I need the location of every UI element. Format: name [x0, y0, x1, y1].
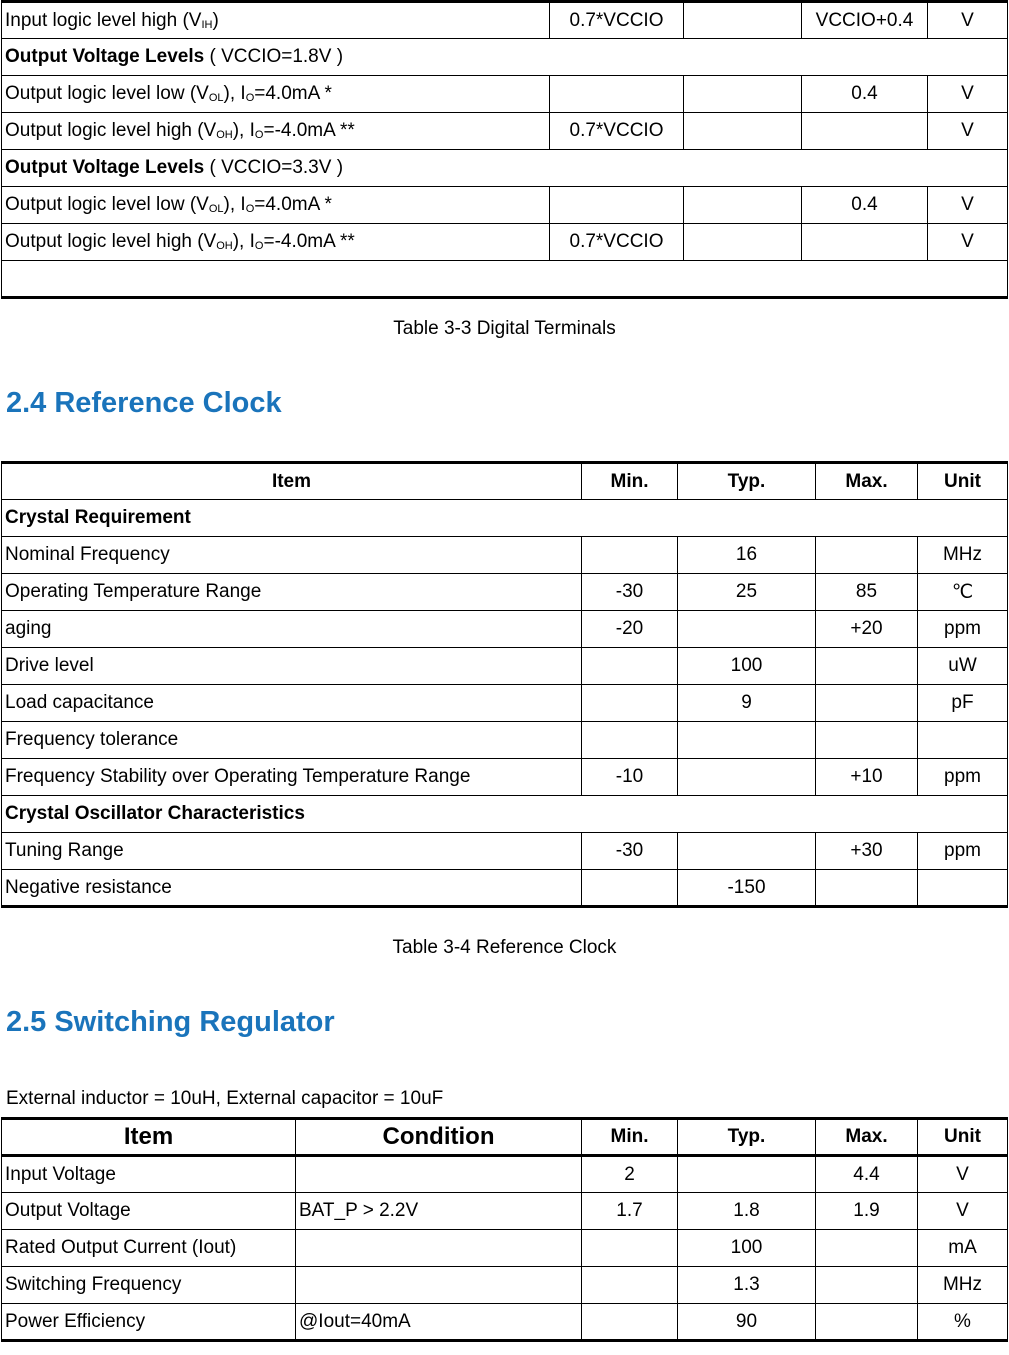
unit-cell: V: [928, 224, 1008, 261]
max-cell: [816, 537, 918, 574]
row-label: Rated Output Current (Iout): [2, 1230, 296, 1267]
section-label: Output Voltage Levels ( VCCIO=1.8V ): [2, 39, 1008, 76]
table-row: [2, 537, 1008, 574]
row-label: Output Voltage: [2, 1193, 296, 1230]
min-cell: 1.7: [582, 1193, 678, 1230]
row-label: Operating Temperature Range: [2, 574, 582, 611]
max-cell: [816, 870, 918, 907]
min-cell: 0.7*VCCIO: [550, 113, 684, 150]
min-cell: [582, 1230, 678, 1267]
condition-cell: @Iout=40mA: [296, 1304, 582, 1341]
condition-cell: [296, 1156, 582, 1193]
table-row: [2, 870, 1008, 907]
min-cell: [582, 537, 678, 574]
row-label: Output logic level high $(V_{OH})$, $I_O=-4.0mA$ **: [2, 224, 550, 261]
min-cell: [582, 870, 678, 907]
table-header-row: [2, 463, 1008, 500]
max-cell: +20: [816, 611, 918, 648]
table-row: [2, 224, 1008, 261]
header-unit: Unit: [918, 463, 1008, 500]
unit-cell: %: [918, 1304, 1008, 1341]
row-label: Drive level: [2, 648, 582, 685]
row-label: Negative resistance: [2, 870, 582, 907]
table-row: [2, 113, 1008, 150]
table-row: [2, 2, 1008, 39]
table-row: [2, 76, 1008, 113]
min-cell: [582, 722, 678, 759]
table-row: [2, 833, 1008, 870]
empty-cell: [2, 261, 1008, 298]
section-heading-switching-regulator: [6, 1006, 335, 1039]
max-cell: 1.9: [816, 1193, 918, 1230]
condition-cell: [296, 1267, 582, 1304]
min-cell: [582, 648, 678, 685]
row-label: Output logic level high $(V_{OH})$, $I_O=-4.0mA$ **: [2, 113, 550, 150]
max-cell: [816, 1230, 918, 1267]
max-cell: [816, 1267, 918, 1304]
table-row: [2, 1230, 1008, 1267]
table-caption: Table 3-3 Digital Terminals: [393, 318, 616, 339]
min-cell: -30: [582, 574, 678, 611]
min-cell: [582, 1267, 678, 1304]
typ-cell: [678, 833, 816, 870]
unit-cell: V: [918, 1193, 1008, 1230]
section-heading-reference-clock: [6, 387, 282, 420]
unit-cell: V: [928, 76, 1008, 113]
table-row: [2, 722, 1008, 759]
typ-cell: [684, 76, 802, 113]
row-label: aging: [2, 611, 582, 648]
unit-cell: [918, 722, 1008, 759]
header-typ: Typ.: [678, 1119, 816, 1156]
max-cell: [816, 685, 918, 722]
section-row: [2, 150, 1008, 187]
table-row: [2, 187, 1008, 224]
min-cell: [550, 76, 684, 113]
max-cell: [816, 722, 918, 759]
reference-clock-table: [1, 461, 1008, 908]
table-row: [2, 1304, 1008, 1341]
row-label: Frequency tolerance: [2, 722, 582, 759]
min-cell: 0.7*VCCIO: [550, 2, 684, 39]
typ-cell: [684, 113, 802, 150]
max-cell: +30: [816, 833, 918, 870]
unit-cell: V: [918, 1156, 1008, 1193]
header-min: Min.: [582, 463, 678, 500]
typ-cell: 100: [678, 1230, 816, 1267]
unit-cell: ℃: [918, 574, 1008, 611]
unit-cell: pF: [918, 685, 1008, 722]
row-label: Nominal Frequency: [2, 537, 582, 574]
typ-cell: [678, 1156, 816, 1193]
section-number: 2.4: [6, 387, 47, 419]
table-row: [2, 574, 1008, 611]
header-condition: Condition: [296, 1119, 582, 1156]
unit-cell: uW: [918, 648, 1008, 685]
min-cell: -10: [582, 759, 678, 796]
header-max: Max.: [816, 463, 918, 500]
typ-cell: [678, 759, 816, 796]
max-cell: VCCIO+0.4: [802, 2, 928, 39]
table-row: [2, 1267, 1008, 1304]
typ-cell: [684, 224, 802, 261]
empty-row: [2, 261, 1008, 298]
unit-cell: mA: [918, 1230, 1008, 1267]
row-label: Switching Frequency: [2, 1267, 296, 1304]
header-unit: Unit: [918, 1119, 1008, 1156]
table-header-row: [2, 1119, 1008, 1156]
row-label: Input logic level high $(V_{IH})$: [2, 2, 550, 39]
unit-cell: ppm: [918, 833, 1008, 870]
typ-cell: [684, 2, 802, 39]
condition-cell: [296, 1230, 582, 1267]
min-cell: -30: [582, 833, 678, 870]
row-label: Load capacitance: [2, 685, 582, 722]
min-cell: [582, 1304, 678, 1341]
min-cell: 0.7*VCCIO: [550, 224, 684, 261]
max-cell: 0.4: [802, 76, 928, 113]
section-title: Reference Clock: [54, 387, 282, 419]
table-row: [2, 1156, 1008, 1193]
section-row: [2, 796, 1008, 833]
max-cell: [802, 224, 928, 261]
max-cell: 0.4: [802, 187, 928, 224]
max-cell: [816, 1304, 918, 1341]
table-row: [2, 611, 1008, 648]
row-label: Power Efficiency: [2, 1304, 296, 1341]
section-row: [2, 39, 1008, 76]
condition-cell: BAT_P > 2.2V: [296, 1193, 582, 1230]
unit-cell: V: [928, 2, 1008, 39]
typ-cell: [678, 611, 816, 648]
max-cell: 4.4: [816, 1156, 918, 1193]
section-label: Output Voltage Levels ( VCCIO=3.3V ): [2, 150, 1008, 187]
typ-cell: 100: [678, 648, 816, 685]
section-number: 2.5: [6, 1006, 47, 1038]
row-label: Tuning Range: [2, 833, 582, 870]
min-cell: [550, 187, 684, 224]
regulator-note: External inductor = 10uH, External capacitor = 10uF: [6, 1088, 444, 1109]
header-item: Item: [2, 1119, 296, 1156]
section-title: Switching Regulator: [54, 1006, 335, 1038]
typ-cell: 9: [678, 685, 816, 722]
typ-cell: 1.8: [678, 1193, 816, 1230]
typ-cell: 16: [678, 537, 816, 574]
row-label: Input Voltage: [2, 1156, 296, 1193]
typ-cell: 1.3: [678, 1267, 816, 1304]
table-row: [2, 685, 1008, 722]
unit-cell: V: [928, 113, 1008, 150]
table-row: [2, 1193, 1008, 1230]
table-row: [2, 759, 1008, 796]
row-label: Output logic level low $(V_{OL})$, $I_O=4.0mA$ *: [2, 76, 550, 113]
typ-cell: -150: [678, 870, 816, 907]
max-cell: [816, 648, 918, 685]
typ-cell: [684, 187, 802, 224]
min-cell: [582, 685, 678, 722]
header-max: Max.: [816, 1119, 918, 1156]
max-cell: [802, 113, 928, 150]
unit-cell: MHz: [918, 537, 1008, 574]
unit-cell: [918, 870, 1008, 907]
unit-cell: MHz: [918, 1267, 1008, 1304]
table-row: [2, 648, 1008, 685]
min-cell: 2: [582, 1156, 678, 1193]
row-label: Frequency Stability over Operating Temperature Range: [2, 759, 582, 796]
typ-cell: 25: [678, 574, 816, 611]
max-cell: +10: [816, 759, 918, 796]
table-caption: Table 3-4 Reference Clock: [392, 937, 617, 958]
unit-cell: ppm: [918, 759, 1008, 796]
unit-cell: V: [928, 187, 1008, 224]
digital-terminals-table: [1, 0, 1008, 299]
section-row: [2, 500, 1008, 537]
row-label: Output logic level low $(V_{OL})$, $I_O=4.0mA$ *: [2, 187, 550, 224]
max-cell: 85: [816, 574, 918, 611]
header-min: Min.: [582, 1119, 678, 1156]
switching-regulator-table: [1, 1117, 1008, 1342]
section-label: Crystal Oscillator Characteristics: [2, 796, 1008, 833]
typ-cell: [678, 722, 816, 759]
header-item: Item: [2, 463, 582, 500]
typ-cell: 90: [678, 1304, 816, 1341]
unit-cell: ppm: [918, 611, 1008, 648]
min-cell: -20: [582, 611, 678, 648]
section-label: Crystal Requirement: [2, 500, 1008, 537]
header-typ: Typ.: [678, 463, 816, 500]
